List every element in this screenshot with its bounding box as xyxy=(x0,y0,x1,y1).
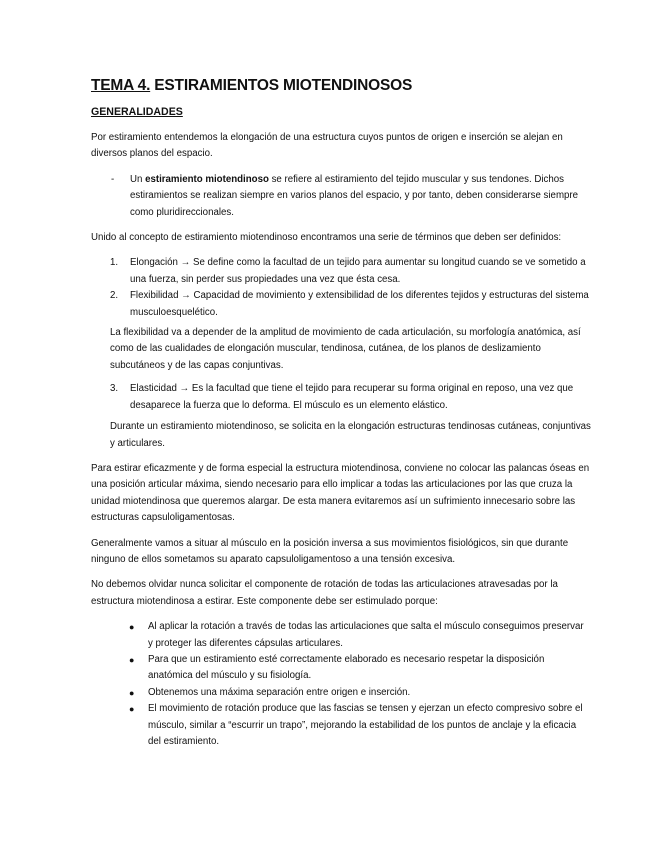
title-text: ESTIRAMIENTOS MIOTENDINOSOS xyxy=(150,77,413,94)
dash-item-pre: Un xyxy=(130,173,146,185)
bullet-text: Obtenemos una máxima separación entre origen e inserción. xyxy=(148,686,411,698)
bullet-text: El movimiento de rotación produce que las fascias se tensen y ejerzan un efecto compresivo sobre el músculo, similar a “escurrir un trapo”, mejorando la estabilidad de los puntos de anclaje y la eficacia del estiramiento. xyxy=(148,703,583,747)
list-number: 2. xyxy=(110,290,119,302)
list-item xyxy=(91,172,591,221)
bullet-marker: ● xyxy=(129,704,135,715)
bullet-marker: ● xyxy=(129,654,135,665)
paragraph-during-stretch: Durante un estiramiento miotendinoso, se solicita en la elongación estructuras tendinosas cutáneas, conjuntivas y articulares. xyxy=(110,421,591,449)
section-heading: GENERALIDADES xyxy=(91,106,183,118)
title-number: TEMA 4. xyxy=(91,77,151,94)
dash-item-post: se refiere al estiramiento del tejido muscular y sus tendones. Dichos estiramientos se realizan siempre en varios planos del espacio, y por tanto, deben considerarse siempre como pluridireccionales. xyxy=(130,173,579,218)
list-item xyxy=(91,255,591,288)
list-item xyxy=(91,652,591,685)
list-item xyxy=(91,619,591,652)
paragraph-flexibility: La flexibilidad va a depender de la amplitud de movimiento de cada articulación, su morfología anatómica, así como de las cualidades de elongación muscular, tendinosa, cutánea, de los planos de deslizamiento subcutáneos y de las capas conjuntivas. xyxy=(110,327,581,371)
bullet-text: Al aplicar la rotación a través de todas las articulaciones que salta el músculo conseguimos preservar y proteger las diferentes cápsulas articulares. xyxy=(148,621,584,649)
list-item xyxy=(91,288,591,321)
dash-list xyxy=(91,172,591,221)
bullet-marker: ● xyxy=(129,687,135,698)
list-number: 1. xyxy=(110,257,119,269)
paragraph-terms-intro: Unido al concepto de estiramiento miotendinoso encontramos una serie de términos que deben ser definidos: xyxy=(91,232,562,244)
bullet-list xyxy=(91,619,591,750)
bullet-marker: ● xyxy=(129,622,135,633)
list-item xyxy=(91,381,591,414)
page-title xyxy=(91,76,591,96)
paragraph-definition: Por estiramiento entendemos la elongación de una estructura cuyos puntos de origen e inserción se alejan en diversos planos del espacio. xyxy=(91,132,563,160)
terms-list xyxy=(91,255,591,321)
dash-item-bold: estiramiento miotendinoso xyxy=(145,173,269,185)
terms-list-continued xyxy=(91,381,591,414)
paragraph-efficacy: Para estirar eficazmente y de forma especial la estructura miotendinosa, conviene no colocar las palancas óseas en una posición articular máxima, siendo necesario para ello implicar a todas las articulaciones por las que cruza la unidad miotendinosa que queremos alargar. De esta manera evitaremos así un sufrimiento innecesario sobre las estructuras capsuloligamentosas. xyxy=(91,462,590,524)
term-text: Flexibilidad → Capacidad de movimiento y extensibilidad de los diferentes tejidos y estructuras del sistema musculoesquelético. xyxy=(130,290,589,318)
paragraph-rotation: No debemos olvidar nunca solicitar el componente de rotación de todas las articulaciones atravesadas por la estructura miotendinosa a estirar. Este componente debe ser estimulado porque: xyxy=(91,579,558,607)
list-item xyxy=(91,701,591,750)
dash-marker: - xyxy=(111,173,115,185)
term-text: Elasticidad → Es la facultad que tiene el tejido para recuperar su forma original en reposo, una vez que desaparece la fuerza que lo deforma. El músculo es un elemento elástico. xyxy=(130,383,574,411)
list-item xyxy=(91,685,591,701)
list-number: 3. xyxy=(110,383,119,395)
bullet-text: Para que un estiramiento esté correctamente elaborado es necesario respetar la disposición anatómica del músculo y su fisiología. xyxy=(148,653,545,682)
term-text: Elongación → Se define como la facultad de un tejido para aumentar su longitud cuando se ve sometido a una fuerza, sin perder sus propiedades una vez que ésta cesa. xyxy=(130,257,586,285)
paragraph-position: Generalmente vamos a situar al músculo en la posición inversa a sus movimientos fisiológicos, sin que durante ninguno de ellos sometamos su aparato capsuloligamentoso a una tensión excesiva. xyxy=(91,537,569,565)
